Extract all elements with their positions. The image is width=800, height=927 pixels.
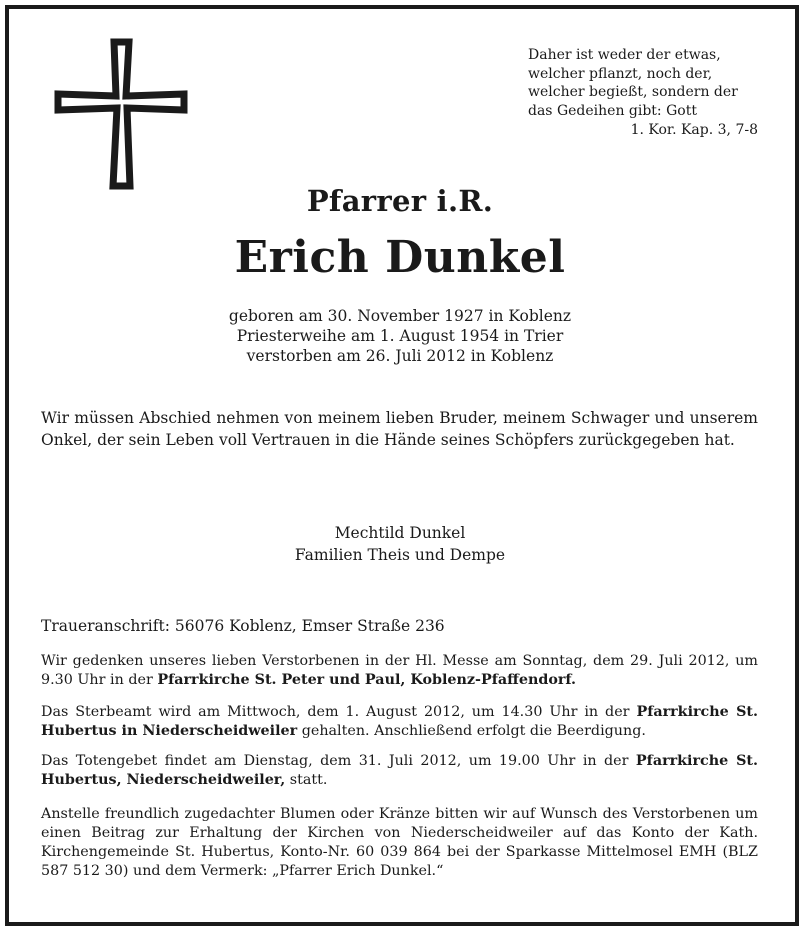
donation-paragraph: Anstelle freundlich zugedachter Blumen oder Kränze bitten wir auf Wunsch des Verstorbenen um einen Beitrag zur Erhaltung der Kirchen von Niederscheidweiler auf das Konto der Kath. Kirchengemeinde St. Hubertus, Konto-Nr. 60 039 864 bei der Sparkasse Mittelmosel EMH (BLZ 587 512 30) und dem Vermerk: „Pfarrer Erich Dunkel.“	[41, 806, 758, 879]
funeral-text: Das Sterbeamt wird am Mittwoch, dem 1. August 2012, um 14.30 Uhr in der	[41, 704, 637, 720]
cross-icon	[54, 38, 188, 190]
ordination-date: Priesterweihe am 1. August 1954 in Trier	[236, 327, 564, 345]
death-date: verstorben am 26. Juli 2012 in Koblenz	[246, 347, 554, 365]
verse-line: welcher pflanzt, noch der,	[528, 65, 713, 82]
farewell-text: Wir müssen Abschied nehmen von meinem lieben Bruder, meinem Schwager und unserem Onkel, der sein Leben voll Vertrauen in die Hände seines Schöpfers zurückgegeben hat.	[41, 409, 758, 449]
verse-reference: 1. Kor. Kap. 3, 7-8	[630, 122, 758, 138]
funeral-after: gehalten. Anschließend erfolgt die Beerdigung.	[297, 723, 646, 739]
mass-text: Wir gedenken unseres lieben Verstorbenen in der Hl. Messe am Sonntag, dem 29. Juli 2012, um 9.30 Uhr in der	[41, 653, 758, 688]
prayer-text: Das Totengebet findet am Dienstag, dem 31. Juli 2012, um 19.00 Uhr in der	[41, 753, 636, 769]
mass-paragraph	[41, 652, 758, 690]
deceased-title: Pfarrer i.R.	[306, 184, 494, 218]
mourner-families: Familien Theis und Dempe	[294, 546, 506, 564]
prayer-after: statt.	[285, 772, 328, 788]
bible-verse	[528, 46, 758, 140]
mourning-address: Traueranschrift: 56076 Koblenz, Emser Straße 236	[41, 617, 445, 635]
life-dates	[0, 306, 800, 366]
mourners	[0, 522, 800, 566]
deceased-name: Erich Dunkel	[234, 232, 566, 283]
verse-line: das Gedeihen gibt: Gott	[528, 102, 697, 119]
prayer-church: Pfarrkirche St. Hubertus, Niederscheidweiler,	[41, 753, 758, 788]
mourner-name: Mechtild Dunkel	[334, 524, 466, 542]
prayer-paragraph	[41, 752, 758, 790]
funeral-church: Pfarrkirche St. Hubertus in Niederscheidweiler	[41, 704, 758, 739]
funeral-paragraph	[41, 703, 758, 741]
verse-line: welcher begießt, sondern der	[528, 84, 738, 100]
verse-line: Daher ist weder der etwas,	[528, 47, 721, 63]
mass-church: Pfarrkirche St. Peter und Paul, Koblenz-Pfaffendorf.	[157, 672, 577, 688]
birth-date: geboren am 30. November 1927 in Koblenz	[228, 307, 572, 325]
